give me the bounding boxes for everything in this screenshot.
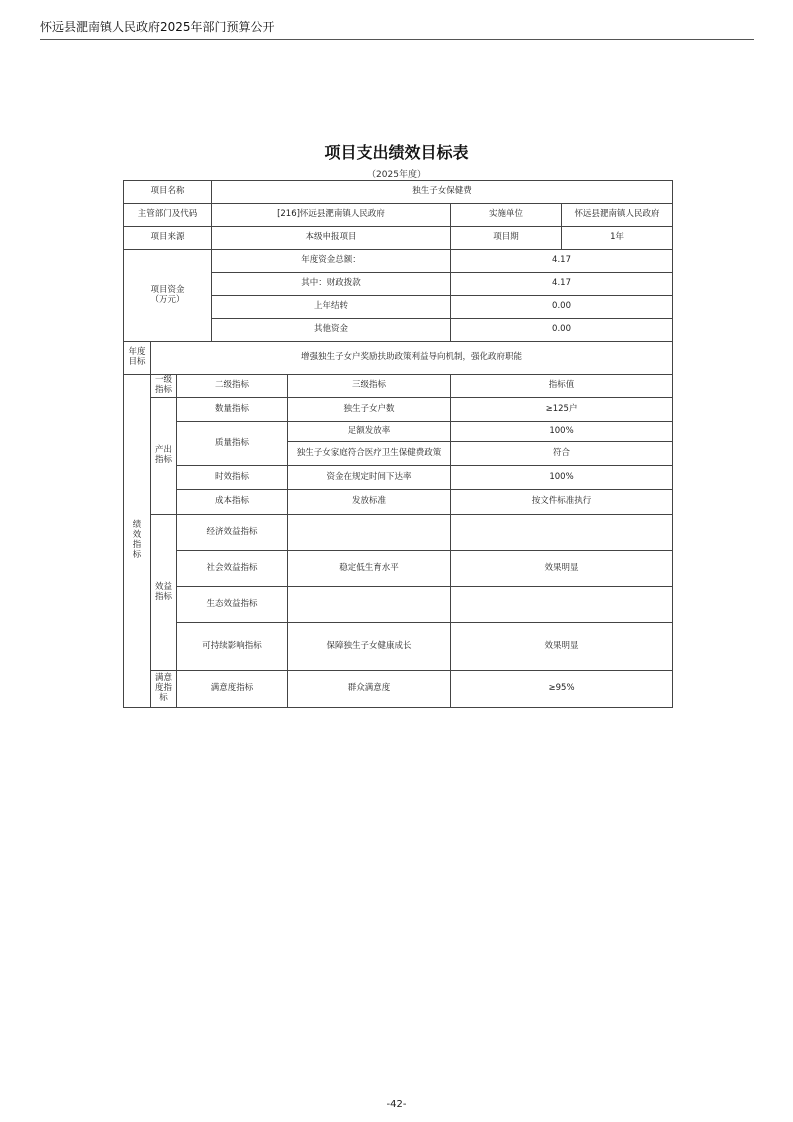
row-project-name [124, 181, 673, 204]
ecological-l3 [288, 587, 451, 623]
ecological-l2: 生态效益指标 [177, 587, 288, 623]
label-funds: 项目资金 （万元） [124, 250, 212, 342]
social-l2: 社会效益指标 [177, 551, 288, 587]
value-carryover: 0.00 [451, 296, 673, 319]
header-value: 指标值 [451, 375, 673, 398]
row-satisfaction [124, 671, 673, 708]
timeliness-value: 100% [451, 466, 673, 490]
satisfaction-l3: 群众满意度 [288, 671, 451, 708]
label-benefit: 效益 指标 [151, 515, 177, 671]
row-timeliness [124, 466, 673, 490]
row-source [124, 227, 673, 250]
page-number: -42- [386, 1099, 407, 1110]
sustainable-l3: 保障独生子女健康成长 [288, 623, 451, 671]
ecological-value [451, 587, 673, 623]
row-sustainable [124, 623, 673, 671]
economic-value [451, 515, 673, 551]
social-l3: 稳定低生育水平 [288, 551, 451, 587]
satisfaction-l2: 满意度指标 [177, 671, 288, 708]
quality-2-value: 符合 [451, 442, 673, 466]
label-source: 项目来源 [124, 227, 212, 250]
social-value: 效果明显 [451, 551, 673, 587]
document-header: 怀远县淝南镇人民政府2025年部门预算公开 [40, 20, 275, 34]
label-impl-unit: 实施单位 [451, 204, 562, 227]
label-annual-goal: 年度 目标 [124, 342, 151, 375]
label-fiscal: 其中：财政拨款 [212, 273, 451, 296]
quality-2-l3: 独生子女家庭符合医疗卫生保健费政策 [288, 442, 451, 466]
value-fiscal: 4.17 [451, 273, 673, 296]
cost-l3: 发放标准 [288, 490, 451, 515]
value-annual-goal: 增强独生子女户奖励扶助政策利益导向机制，强化政府职能 [151, 342, 673, 375]
sustainable-value: 效果明显 [451, 623, 673, 671]
row-economic [124, 515, 673, 551]
value-period: 1年 [562, 227, 673, 250]
value-annual-total: 4.17 [451, 250, 673, 273]
value-project-name: 独生子女保健费 [212, 181, 673, 204]
row-cost [124, 490, 673, 515]
header-rule [40, 39, 754, 40]
value-dept-code: [216]怀远县淝南镇人民政府 [212, 204, 451, 227]
quantity-value: ≥125户 [451, 398, 673, 422]
cost-l2: 成本指标 [177, 490, 288, 515]
economic-l3 [288, 515, 451, 551]
header-level3: 三级指标 [288, 375, 451, 398]
label-project-name: 项目名称 [124, 181, 212, 204]
header-level1: 一级 指标 [151, 375, 177, 398]
row-ecological [124, 587, 673, 623]
row-social [124, 551, 673, 587]
value-impl-unit: 怀远县淝南镇人民政府 [562, 204, 673, 227]
economic-l2: 经济效益指标 [177, 515, 288, 551]
sustainable-l2: 可持续影响指标 [177, 623, 288, 671]
fiscal-year: （2025年度） [367, 170, 426, 180]
label-satisfaction: 满意 度指 标 [151, 671, 177, 708]
satisfaction-value: ≥95% [451, 671, 673, 708]
quantity-l3: 独生子女户数 [288, 398, 451, 422]
timeliness-l2: 时效指标 [177, 466, 288, 490]
label-carryover: 上年结转 [212, 296, 451, 319]
row-indicator-headers [124, 375, 673, 398]
header-level2: 二级指标 [177, 375, 288, 398]
label-annual-total: 年度资金总额： [212, 250, 451, 273]
row-annual-goal [124, 342, 673, 375]
quantity-l2: 数量指标 [177, 398, 288, 422]
quality-1-l3: 足额发放率 [288, 422, 451, 442]
label-period: 项目期 [451, 227, 562, 250]
label-perf-indicators: 绩 效 指 标 [124, 375, 151, 708]
label-dept-code: 主管部门及代码 [124, 204, 212, 227]
quality-1-value: 100% [451, 422, 673, 442]
row-quantity [124, 398, 673, 422]
table-title: 项目支出绩效目标表 [324, 143, 469, 162]
label-other: 其他资金 [212, 319, 451, 342]
quality-l2: 质量指标 [177, 422, 288, 466]
row-quality-1 [124, 422, 673, 442]
value-other: 0.00 [451, 319, 673, 342]
row-department [124, 204, 673, 227]
cost-value: 按文件标准执行 [451, 490, 673, 515]
label-output: 产出 指标 [151, 398, 177, 515]
performance-goal-table [123, 180, 673, 708]
timeliness-l3: 资金在规定时间下达率 [288, 466, 451, 490]
row-annual-total [124, 250, 673, 273]
value-source: 本级申报项目 [212, 227, 451, 250]
